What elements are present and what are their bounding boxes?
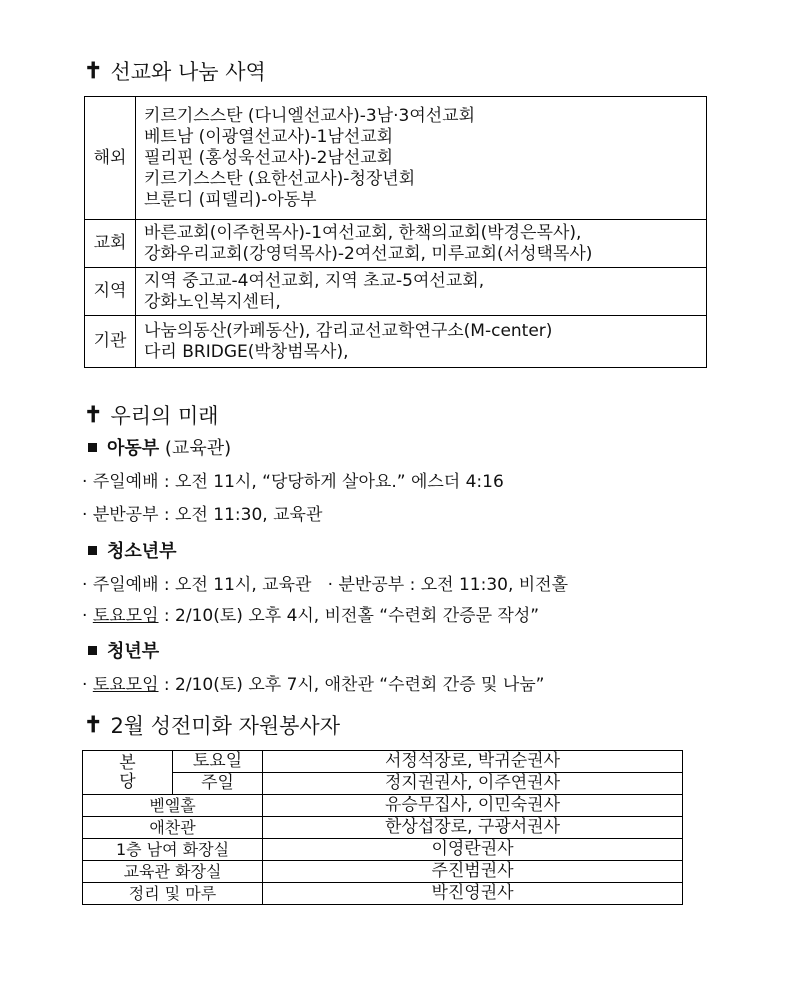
main-hall-cell: [83, 751, 173, 795]
table-row: [83, 861, 683, 883]
young-adult-dept-heading: [88, 637, 159, 663]
names-saturday: 서정석장로, 박귀순권사: [263, 751, 683, 773]
young-adult-dept-name: 청년부: [107, 641, 160, 662]
future-section-title: [84, 400, 219, 430]
volunteers-section-title: [84, 710, 340, 740]
cross-icon: ✝: [84, 712, 103, 738]
region-entries: [136, 268, 707, 316]
place-fellowship-hall: 애찬관: [83, 817, 263, 839]
mission-row-church: [85, 220, 707, 268]
children-worship-line: · 주일예배 : 오전 11시, “당당하게 살아요.” 에스더 4:16: [82, 472, 504, 492]
place-saturday: 토요일: [173, 751, 263, 773]
overseas-entries: [136, 97, 707, 220]
young-adult-saturday-text: : 2/10(토) 오후 7시, 애찬관 “수련회 간증 및 나눔”: [158, 675, 545, 695]
young-adult-saturday-line: · 토요모임 : 2/10(토) 오후 7시, 애찬관 “수련회 간증 및 나눔”: [82, 675, 545, 695]
youth-study-text: : 오전 11:30, 비전홀: [404, 575, 569, 595]
youth-dept-heading: [88, 537, 177, 563]
youth-saturday-line: · 토요모임 : 2/10(토) 오후 4시, 비전홀 “수련회 간증문 작성”: [82, 606, 540, 626]
children-dept-heading: [88, 434, 231, 460]
volunteer-table: [82, 750, 683, 905]
youth-worship-text: : 오전 11시, 교육관: [158, 575, 312, 595]
category-region: 지역: [85, 268, 136, 316]
mission-row-overseas: [85, 97, 707, 220]
children-study-label: 분반공부: [92, 505, 159, 525]
names-first-floor-restroom: 이영란권사: [263, 839, 683, 861]
mission-row-institution: [85, 316, 707, 368]
square-bullet-icon: [88, 646, 97, 655]
names-cleanup-floor: 박진영권사: [263, 883, 683, 905]
place-first-floor-restroom: 1층 남여 화장실: [83, 839, 263, 861]
table-row: [83, 795, 683, 817]
mission-title-text: 선교와 나눔 사역: [110, 60, 266, 84]
main-hall-label-bottom: 당: [119, 771, 136, 792]
category-church: 교회: [85, 220, 136, 268]
table-row: [83, 773, 683, 795]
future-title-text: 우리의 미래: [110, 404, 219, 428]
square-bullet-icon: [88, 546, 97, 555]
youth-study-label: 분반공부: [338, 575, 405, 595]
names-bethel-hall: 유승무집사, 이민숙권사: [263, 795, 683, 817]
entry-line: 키르기스스탄 (요한선교사)-청장년회: [144, 168, 416, 189]
cross-icon: ✝: [84, 402, 103, 428]
mission-row-region: [85, 268, 707, 316]
main-hall-label-top: 본: [119, 752, 136, 773]
names-sunday: 정지권권사, 이주연권사: [263, 773, 683, 795]
children-worship-label: 주일예배: [92, 472, 159, 492]
table-row: [83, 839, 683, 861]
category-institution: 기관: [85, 316, 136, 368]
table-row: [83, 817, 683, 839]
children-dept-name: 아동부: [107, 438, 160, 459]
mission-section-title: [84, 56, 266, 86]
volunteers-title-text: 2월 성전미화 자원봉사자: [110, 714, 341, 738]
entry-line: 베트남 (이광열선교사)-1남선교회: [144, 126, 394, 147]
children-dept-place: (교육관): [164, 438, 232, 459]
children-study-text: : 오전 11:30, 교육관: [158, 505, 323, 525]
institution-entries: [136, 316, 707, 368]
place-cleanup-floor: 정리 및 마루: [83, 883, 263, 905]
place-education-restroom: 교육관 화장실: [83, 861, 263, 883]
entry-line: 지역 중고교-4여선교회, 지역 초교-5여선교회,: [144, 270, 485, 291]
square-bullet-icon: [88, 443, 97, 452]
youth-worship-label: 주일예배: [92, 575, 159, 595]
youth-dept-name: 청소년부: [107, 541, 177, 562]
names-fellowship-hall: 한상섭장로, 구광서권사: [263, 817, 683, 839]
youth-saturday-label: 토요모임: [92, 606, 159, 626]
entry-line: 강화우리교회(강영덕목사)-2여선교회, 미루교회(서성택목사): [144, 243, 593, 264]
youth-worship-line: · 주일예배 : 오전 11시, 교육관 · 분반공부 : 오전 11:30, 비전홀: [82, 575, 569, 595]
place-bethel-hall: 벧엘홀: [83, 795, 263, 817]
entry-line: 바른교회(이주헌목사)-1여선교회, 한책의교회(박경은목사),: [144, 222, 582, 243]
table-row: [83, 883, 683, 905]
children-worship-text: : 오전 11시, “당당하게 살아요.” 에스더 4:16: [158, 472, 504, 492]
mission-table: [84, 96, 707, 368]
entry-line: 브룬디 (피델리)-아동부: [144, 189, 317, 210]
young-adult-saturday-label: 토요모임: [92, 675, 159, 695]
youth-saturday-text: : 2/10(토) 오후 4시, 비전홀 “수련회 간증문 작성”: [158, 606, 540, 626]
place-sunday: 주일: [173, 773, 263, 795]
table-row: [83, 751, 683, 773]
entry-line: 나눔의동산(카페동산), 감리교선교학연구소(M-center): [144, 320, 553, 341]
names-education-restroom: 주진범권사: [263, 861, 683, 883]
category-overseas: 해외: [85, 97, 136, 220]
entry-line: 다리 BRIDGE(박창범목사),: [144, 341, 349, 362]
children-study-line: · 분반공부 : 오전 11:30, 교육관: [82, 505, 323, 525]
entry-line: 키르기스스탄 (다니엘선교사)-3남·3여선교회: [144, 105, 476, 126]
entry-line: 필리핀 (홍성욱선교사)-2남선교회: [144, 147, 394, 168]
entry-line: 강화노인복지센터,: [144, 291, 281, 312]
church-entries: [136, 220, 707, 268]
cross-icon: ✝: [84, 58, 103, 84]
